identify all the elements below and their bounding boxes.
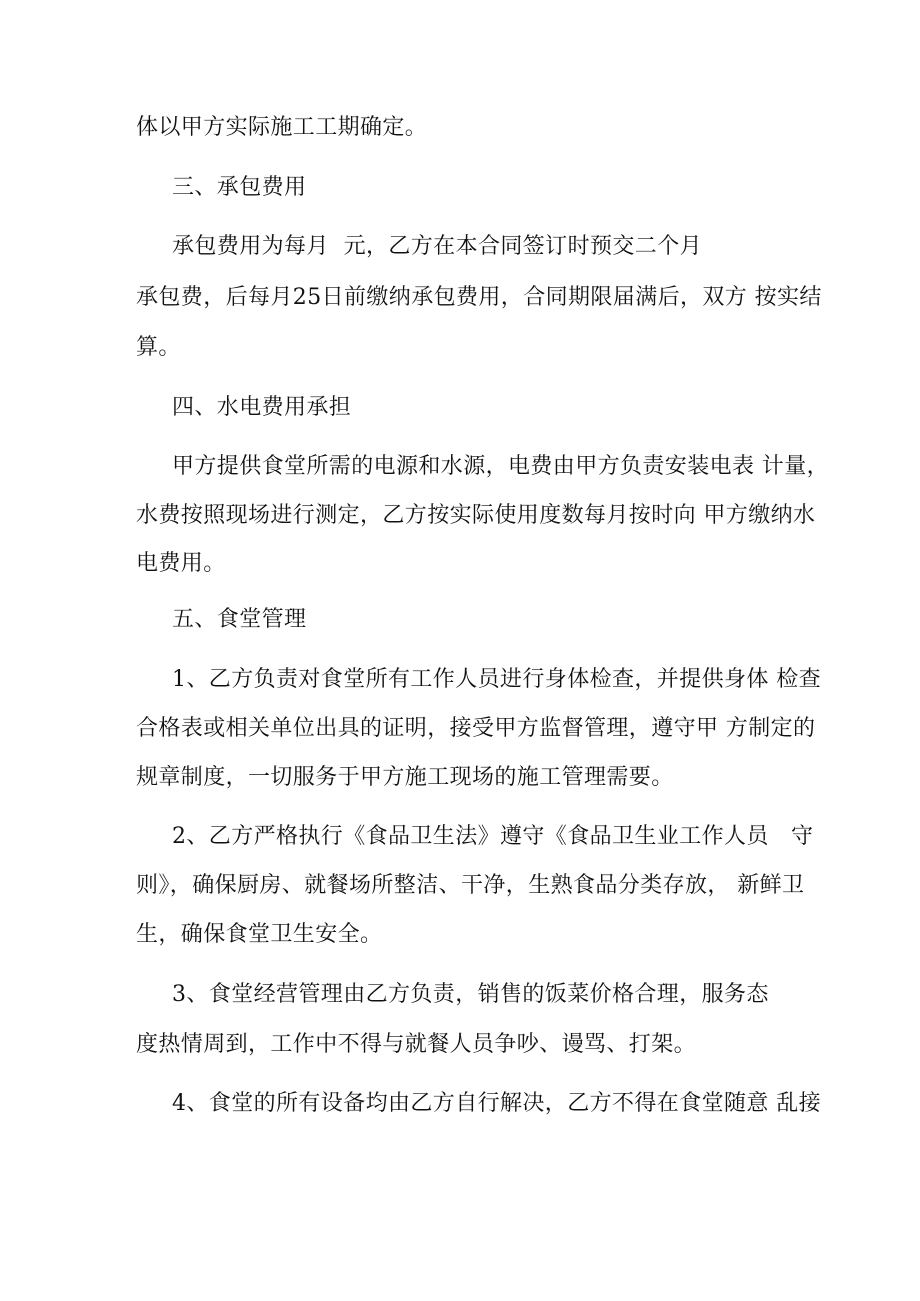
text-line: 甲方提供食堂所需的电源和水源，电费由甲方负责安装电表 计量， — [172, 454, 829, 479]
text-line: 算。 — [136, 335, 181, 360]
text-line: 2、乙方严格执行《食品卫生法》遵守《食品卫生业工作人员 守 — [172, 824, 814, 849]
text-line: 度热情周到，工作中不得与就餐人员争吵、谩骂、打架。 — [136, 1032, 697, 1057]
text-line: 则》，确保厨房、就餐场所整洁、干净，生熟食品分类存放， 新鲜卫 — [136, 873, 805, 898]
text-line: 承包费，后每月25日前缴纳承包费用，合同期限届满后，双方 按实结 — [136, 285, 822, 310]
text-line: 体以甲方实际施工工期确定。 — [136, 115, 428, 140]
text-line: 承包费用为每月 元，乙方在本合同签订时预交二个月 — [172, 234, 702, 259]
text-line: 3、食堂经营管理由乙方负责，销售的饭菜价格合理，服务态 — [172, 982, 769, 1007]
text-line: 水费按照现场进行测定，乙方按实际使用度数每月按时向 甲方缴纳水 — [136, 503, 816, 528]
text-line: 规章制度，一切服务于甲方施工现场的施工管理需要。 — [136, 765, 674, 790]
text-line: 1、乙方负责对食堂所有工作人员进行身体检查，并提供身体 检查 — [172, 667, 821, 692]
section-heading-management: 五、食堂管理 — [172, 607, 307, 632]
text-line: 电费用。 — [136, 551, 226, 576]
text-line: 合格表或相关单位出具的证明，接受甲方监督管理，遵守甲 方制定的 — [136, 716, 816, 741]
text-line: 4、食堂的所有设备均由乙方自行解决，乙方不得在食堂随意 乱接 — [172, 1091, 821, 1116]
section-heading-utilities: 四、水电费用承担 — [172, 395, 352, 420]
text-line: 生，确保食堂卫生安全。 — [136, 922, 383, 947]
section-heading-fees: 三、承包费用 — [172, 175, 307, 200]
